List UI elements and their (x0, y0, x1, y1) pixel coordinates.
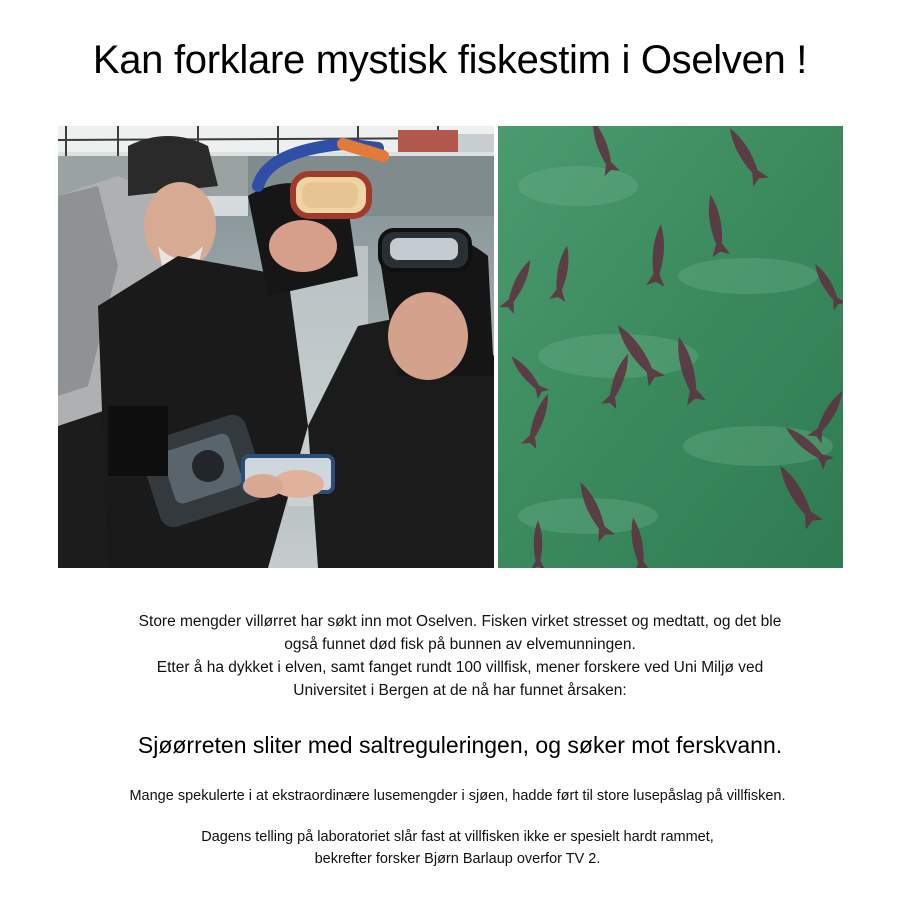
paragraph-lab-line-2: bekrefter forsker Bjørn Barlaup overfor TV 2. (314, 851, 601, 867)
headline: Kan forklare mystisk fiskestim i Oselven ! (92, 38, 808, 82)
intro-text (60, 610, 860, 702)
paragraph-lab (0, 826, 900, 870)
emphasis-statement: Sjøørreten sliter med saltreguleringen, og søker mot ferskvann. (137, 732, 783, 758)
intro-line-4: Universitet i Bergen at de nå har funnet årsaken: (293, 682, 627, 699)
paragraph-lab-line-1: Dagens telling på laboratoriet slår fast at villfisken ikke er spesielt hardt rammet, (201, 829, 714, 845)
fish-shoal-photo (498, 126, 843, 568)
intro-line-1: Store mengder villørret har søkt inn mot Oselven. Fisken virket stresset og medtatt, og det ble (138, 613, 782, 630)
paragraph-lice-text: Mange spekulerte i at ekstraordinære lusemengder i sjøen, hadde ført til store lusepåslag på villfisken. (129, 788, 786, 804)
intro-line-3: Etter å ha dykket i elven, samt fanget rundt 100 villfisk, mener forskere ved Uni Miljø ved (156, 659, 764, 676)
paragraph-lice (0, 785, 900, 807)
intro-line-2: også funnet død fisk på bunnen av elvemunningen. (284, 636, 636, 653)
divers-photo (58, 126, 494, 568)
